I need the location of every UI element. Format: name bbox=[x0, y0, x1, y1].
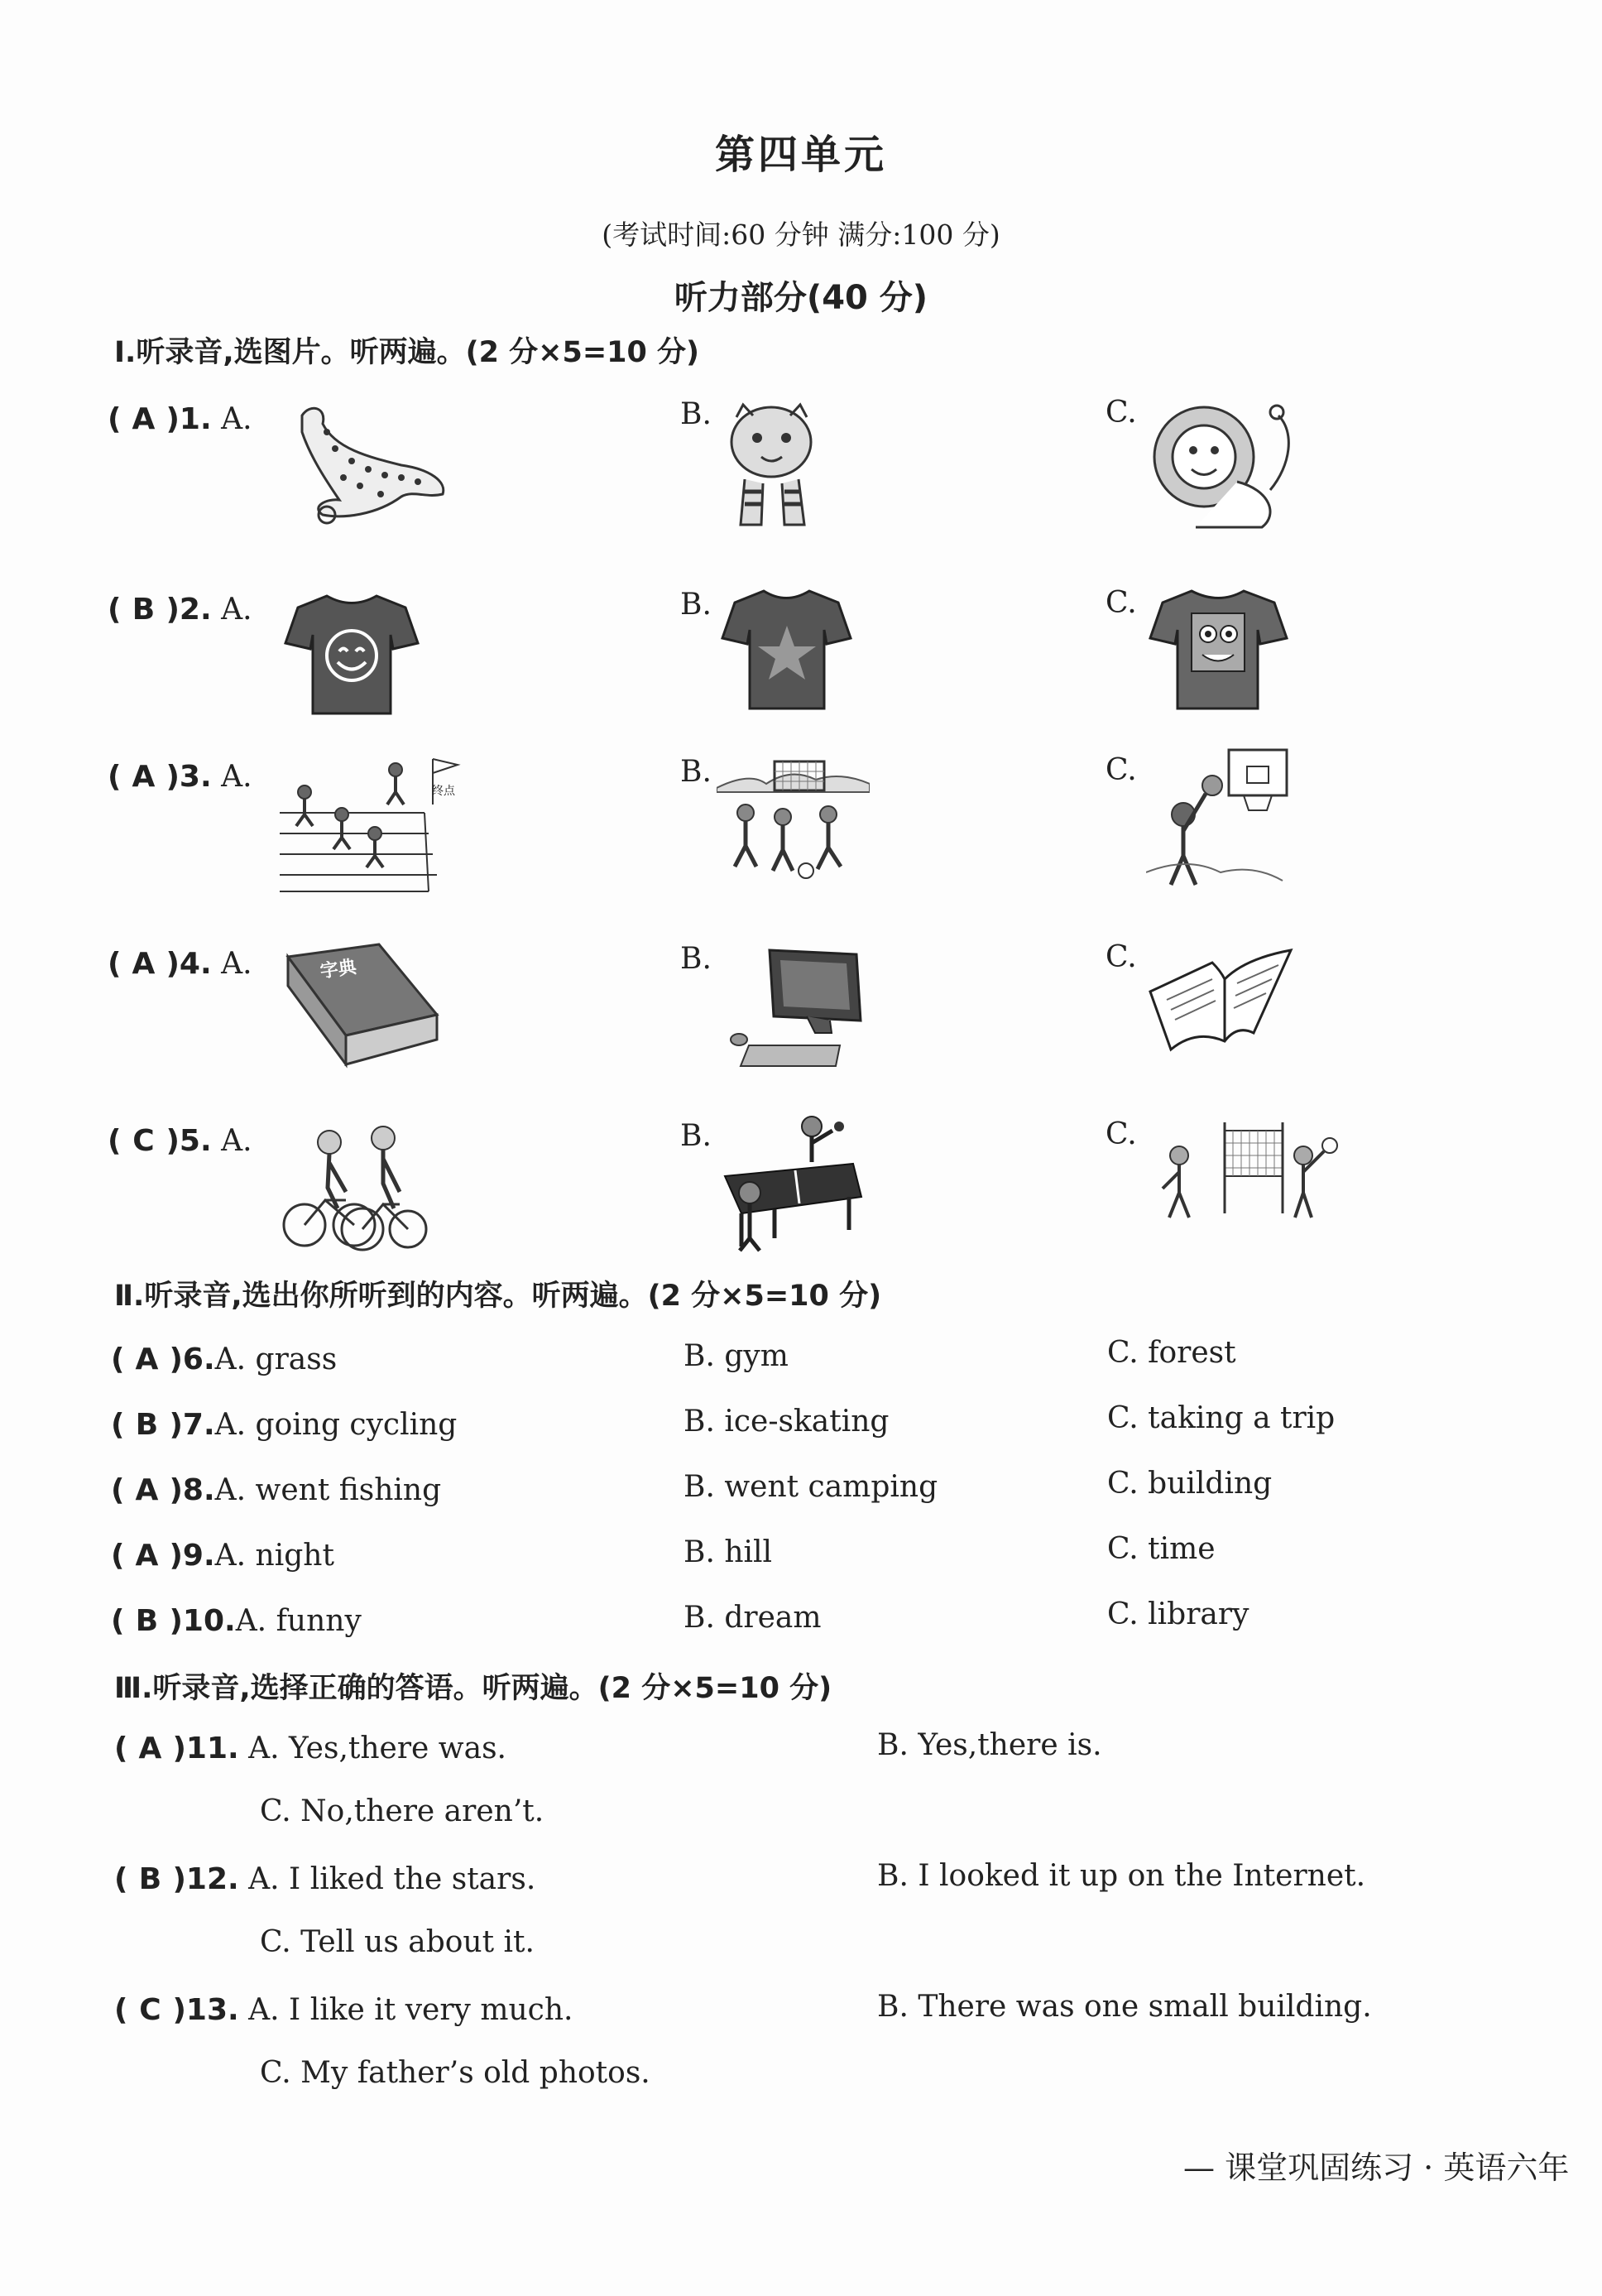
q2-option-b-label: B. bbox=[680, 588, 712, 622]
badminton-icon[interactable] bbox=[1146, 1114, 1345, 1230]
q10-option-c: C. library bbox=[1107, 1597, 1249, 1631]
open-book-icon[interactable] bbox=[1146, 942, 1295, 1066]
finish-label: 终点 bbox=[432, 785, 455, 798]
question-3: ( A )3. A. bbox=[108, 760, 252, 794]
question-12: ( B )12. A. I liked the stars. bbox=[114, 1862, 536, 1896]
q4-option-c-label: C. bbox=[1106, 940, 1137, 974]
computer-icon[interactable] bbox=[724, 942, 873, 1074]
cheetah-icon[interactable] bbox=[277, 399, 455, 531]
football-icon[interactable] bbox=[717, 755, 870, 887]
tiger-icon[interactable] bbox=[712, 401, 832, 533]
q8-option-c: C. building bbox=[1107, 1467, 1273, 1501]
lion-icon[interactable] bbox=[1146, 399, 1299, 536]
q8-option-b: B. went camping bbox=[683, 1470, 938, 1504]
q12-option-b: B. I looked it up on the Internet. bbox=[877, 1859, 1366, 1893]
q9-option-c: C. time bbox=[1107, 1532, 1216, 1566]
section-2-heading: Ⅱ.听录音,选出你所听到的内容。听两遍。(2 分×5=10 分) bbox=[114, 1280, 882, 1313]
q1-option-b-label: B. bbox=[680, 397, 712, 431]
answer: A bbox=[132, 402, 156, 436]
dictionary-icon[interactable] bbox=[280, 940, 441, 1073]
question-4: ( A )4. A. bbox=[108, 947, 252, 981]
unit-title: 第四单元 bbox=[714, 132, 887, 178]
question-2: ( B )2. A. bbox=[108, 593, 252, 627]
q1-option-c-label: C. bbox=[1106, 396, 1137, 430]
question-5: ( C )5. A. bbox=[108, 1124, 252, 1158]
q3-option-b-label: B. bbox=[680, 755, 712, 789]
part-title: 听力部分(40 分) bbox=[674, 279, 928, 317]
question-8: ( A )8.A. went fishing bbox=[111, 1473, 442, 1507]
question-9: ( A )9.A. night bbox=[111, 1539, 334, 1573]
q6-option-c: C. forest bbox=[1107, 1336, 1236, 1370]
question-10: ( B )10.A. funny bbox=[111, 1604, 362, 1638]
q5-option-c-label: C. bbox=[1106, 1117, 1137, 1151]
section-3-heading: Ⅲ.听录音,选择正确的答语。听两遍。(2 分×5=10 分) bbox=[114, 1672, 832, 1705]
q6-option-b: B. gym bbox=[683, 1339, 789, 1373]
section-1-heading: Ⅰ.听录音,选图片。听两遍。(2 分×5=10 分) bbox=[114, 336, 700, 369]
q9-option-b: B. hill bbox=[683, 1535, 773, 1569]
spongebob-tshirt-icon[interactable] bbox=[1146, 584, 1291, 717]
q13-option-b: B. There was one small building. bbox=[877, 1990, 1372, 2024]
smiley-tshirt-icon[interactable] bbox=[281, 589, 422, 722]
cycling-icon[interactable] bbox=[280, 1117, 429, 1254]
question-6: ( A )6.A. grass bbox=[111, 1343, 338, 1376]
q13-option-c: C. My father’s old photos. bbox=[260, 2056, 650, 2090]
q2-option-c-label: C. bbox=[1106, 586, 1137, 620]
q4-option-b-label: B. bbox=[680, 942, 712, 976]
page-footer: — 课堂巩固练习 · 英语六年 bbox=[1183, 2149, 1570, 2186]
q7-option-b: B. ice-skating bbox=[683, 1405, 890, 1439]
question-13: ( C )13. A. I like it very much. bbox=[114, 1993, 573, 2027]
question-1: ( A )1. A. bbox=[108, 402, 252, 436]
q5-option-b-label: B. bbox=[680, 1119, 712, 1153]
question-11: ( A )11. A. Yes,there was. bbox=[114, 1732, 506, 1765]
exam-info: (考试时间:60 分钟 满分:100 分) bbox=[602, 219, 1000, 251]
basketball-icon[interactable] bbox=[1146, 748, 1295, 897]
running-race-icon[interactable] bbox=[280, 755, 466, 896]
q3-option-c-label: C. bbox=[1106, 753, 1137, 787]
q10-option-b: B. dream bbox=[683, 1601, 822, 1635]
q12-option-c: C. Tell us about it. bbox=[260, 1925, 535, 1959]
dictionary-label: 字典 bbox=[319, 957, 358, 982]
question-7: ( B )7.A. going cycling bbox=[111, 1408, 458, 1442]
q11-option-c: C. No,there aren’t. bbox=[260, 1794, 544, 1828]
table-tennis-icon[interactable] bbox=[717, 1114, 866, 1255]
star-tshirt-icon[interactable] bbox=[718, 584, 855, 717]
q7-option-c: C. taking a trip bbox=[1107, 1401, 1336, 1435]
q11-option-b: B. Yes,there is. bbox=[877, 1728, 1102, 1762]
